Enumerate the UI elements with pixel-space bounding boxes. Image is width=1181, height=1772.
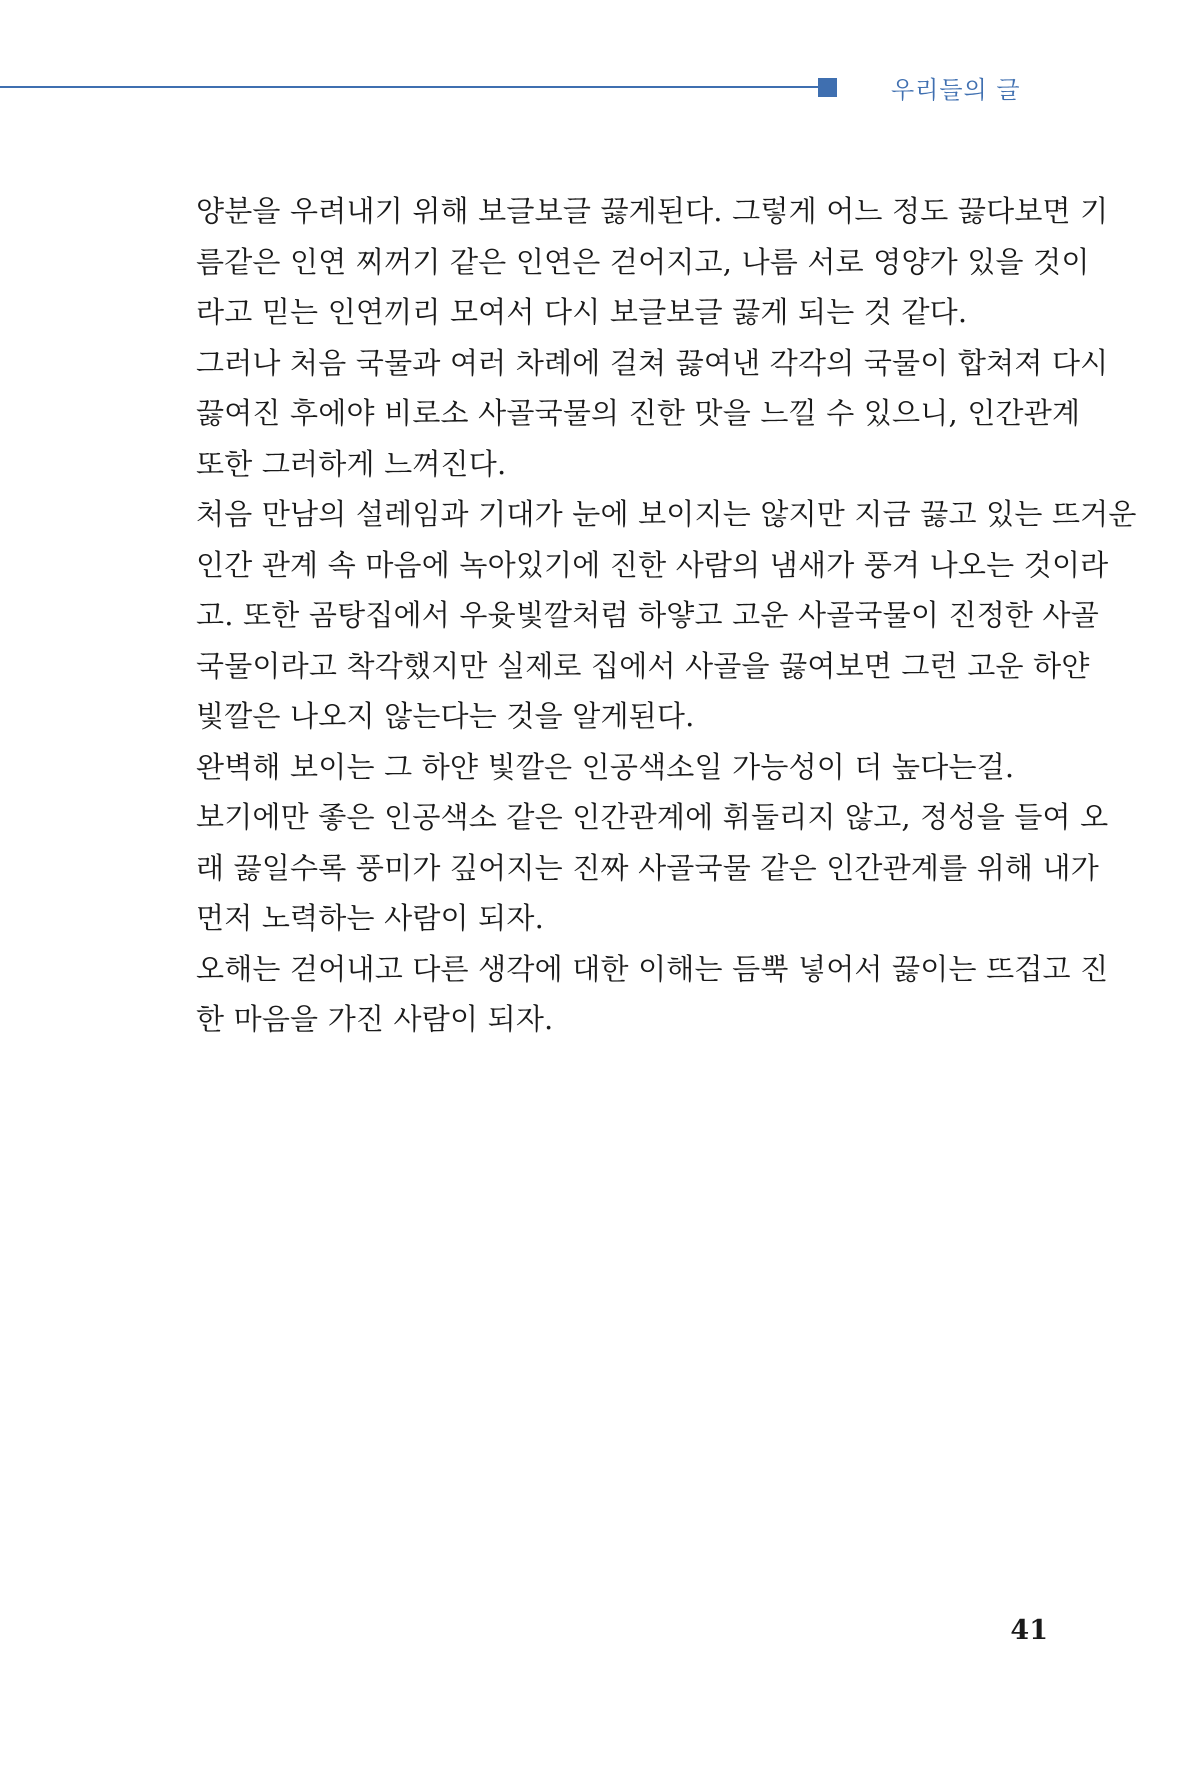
text-line: 오해는 걷어내고 다른 생각에 대한 이해는 듬뿍 넣어서 끓이는 뜨겁고 진 [196, 951, 1109, 986]
text-line: 먼저 노력하는 사람이 되자. [196, 901, 545, 935]
text-line: 고. 또한 곰탕집에서 우윳빛깔처럼 하얗고 고운 사골국물이 진정한 사골 [196, 598, 1099, 632]
header-rule [0, 86, 820, 88]
header-square-marker [818, 78, 837, 97]
text-line: 래 끓일수록 풍미가 깊어지는 진짜 사골국물 같은 인간관계를 위해 내가 [196, 850, 1099, 885]
text-line: 그러나 처음 국물과 여러 차례에 걸쳐 끓여낸 각각의 국물이 합쳐져 다시 [196, 345, 1109, 380]
text-line: 빛깔은 나오지 않는다는 것을 알게된다. [196, 699, 695, 733]
text-line: 한 마음을 가진 사람이 되자. [196, 1002, 554, 1036]
text-line: 름같은 인연 찌꺼기 같은 인연은 걷어지고, 나름 서로 영양가 있을 것이 [196, 244, 1090, 279]
page-number: 41 [1010, 1615, 1048, 1646]
text-line: 인간 관계 속 마음에 녹아있기에 진한 사람의 냄새가 풍겨 나오는 것이라 [196, 547, 1109, 582]
text-line: 또한 그러하게 느껴진다. [196, 446, 507, 481]
running-title: 우리들의 글 [891, 76, 1021, 104]
body-text [196, 186, 1137, 1045]
text-line: 처음 만남의 설레임과 기대가 눈에 보이지는 않지만 지금 끓고 있는 뜨거운 [196, 497, 1137, 531]
text-line: 끓여진 후에야 비로소 사골국물의 진한 맛을 느낄 수 있으니, 인간관계 [196, 396, 1081, 430]
text-line: 보기에만 좋은 인공색소 같은 인간관계에 휘둘리지 않고, 정성을 들여 오 [196, 800, 1109, 834]
text-line: 완벽해 보이는 그 하얀 빛깔은 인공색소일 가능성이 더 높다는걸. [196, 749, 1015, 784]
text-line: 양분을 우려내기 위해 보글보글 끓게된다. 그렇게 어느 정도 끓다보면 기 [196, 194, 1109, 228]
text-line: 라고 믿는 인연끼리 모여서 다시 보글보글 끓게 되는 것 같다. [196, 295, 968, 329]
text-line: 국물이라고 착각했지만 실제로 집에서 사골을 끓여보면 그런 고운 하얀 [196, 648, 1090, 683]
